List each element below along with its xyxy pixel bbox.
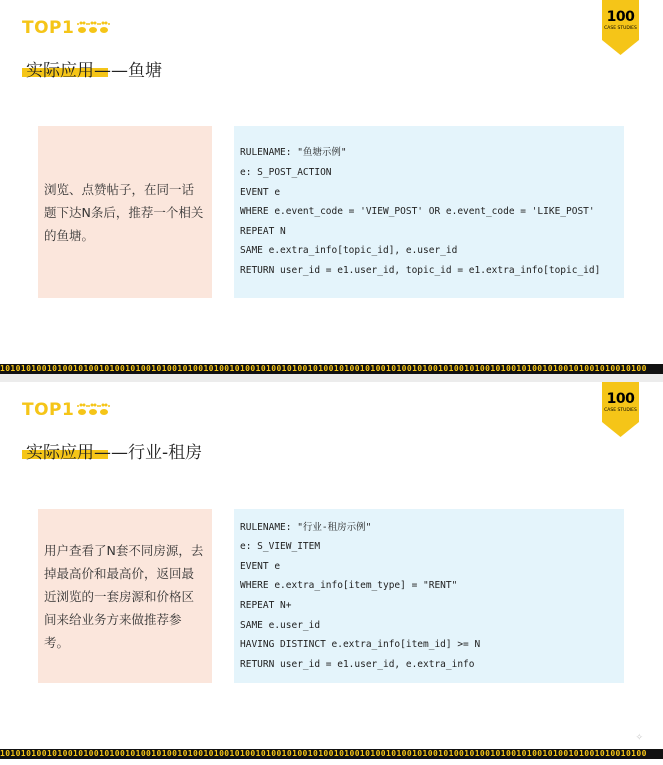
code-block [240, 518, 480, 675]
code-line: EVENT e [240, 560, 281, 572]
case-studies-badge [602, 0, 639, 55]
slide-divider [0, 374, 663, 382]
code-line: RULENAME: "鱼塘示例" [240, 147, 347, 159]
slide-title: 实际应用——行业-租房 [26, 443, 203, 463]
case-studies-badge [602, 382, 639, 437]
code-line: SAME e.extra_info[topic_id], e.user_id [240, 245, 458, 257]
code-line: HAVING DISTINCT e.extra_info[item_id] >= N [240, 639, 481, 651]
paw-prints-icon [77, 23, 109, 33]
code-line: WHERE e.extra_info[item_type] = "RENT" [240, 580, 458, 592]
badge-subtitle: CASE STUDIES [604, 408, 637, 413]
top100-logo [22, 18, 109, 38]
logo-text: TOP1 [22, 18, 75, 38]
description-text: 用户查看了N套不同房源，去掉最高价和最高价，返回最近浏览的一套房源和价格区间来给业务方来做推荐参考。 [44, 542, 204, 650]
badge-number: 100 [606, 9, 635, 25]
code-block [240, 143, 600, 280]
code-line: REPEAT N+ [240, 600, 292, 611]
slide-title: 实际应用——鱼塘 [26, 61, 162, 81]
code-line: RULENAME: "行业-租房示例" [240, 521, 372, 533]
top100-logo [22, 400, 109, 420]
code-line: RETURN user_id = e1.user_id, e.extra_info [240, 658, 475, 670]
code-line: REPEAT N [240, 225, 286, 237]
binary-strip [0, 749, 663, 759]
code-line: WHERE e.event_code = 'VIEW_POST' OR e.event_code = 'LIKE_POST' [240, 206, 595, 218]
slide-fish-pond [0, 0, 663, 374]
code-line: e: S_VIEW_ITEM [240, 541, 321, 553]
binary-strip-text: 1010101001010010100101001010010100101001010010100101001010010100101001010010100101001010010100101001010010100101001010010100 [0, 364, 647, 373]
code-line: e: S_POST_ACTION [240, 167, 332, 179]
description-box [38, 126, 212, 298]
code-line: EVENT e [240, 186, 281, 198]
sparkle-icon: ✧ [635, 733, 643, 743]
binary-strip-text: 1010101001010010100101001010010100101001010010100101001010010100101001010010100101001010010100101001010010100101001010010100 [0, 749, 647, 758]
code-box [234, 126, 624, 298]
description-box [38, 509, 212, 683]
paw-prints-icon [77, 405, 109, 415]
logo-text: TOP1 [22, 400, 75, 420]
badge-subtitle: CASE STUDIES [604, 26, 637, 31]
code-line: RETURN user_id = e1.user_id, topic_id = e1.extra_info[topic_id] [240, 264, 601, 276]
binary-strip [0, 364, 663, 374]
badge-number: 100 [606, 391, 635, 407]
code-box [234, 509, 624, 683]
slide-rental [0, 382, 663, 765]
code-line: SAME e.user_id [240, 619, 321, 631]
description-text: 浏览、点赞帖子，在同一话题下达N条后，推荐一个相关的鱼塘。 [44, 181, 204, 243]
